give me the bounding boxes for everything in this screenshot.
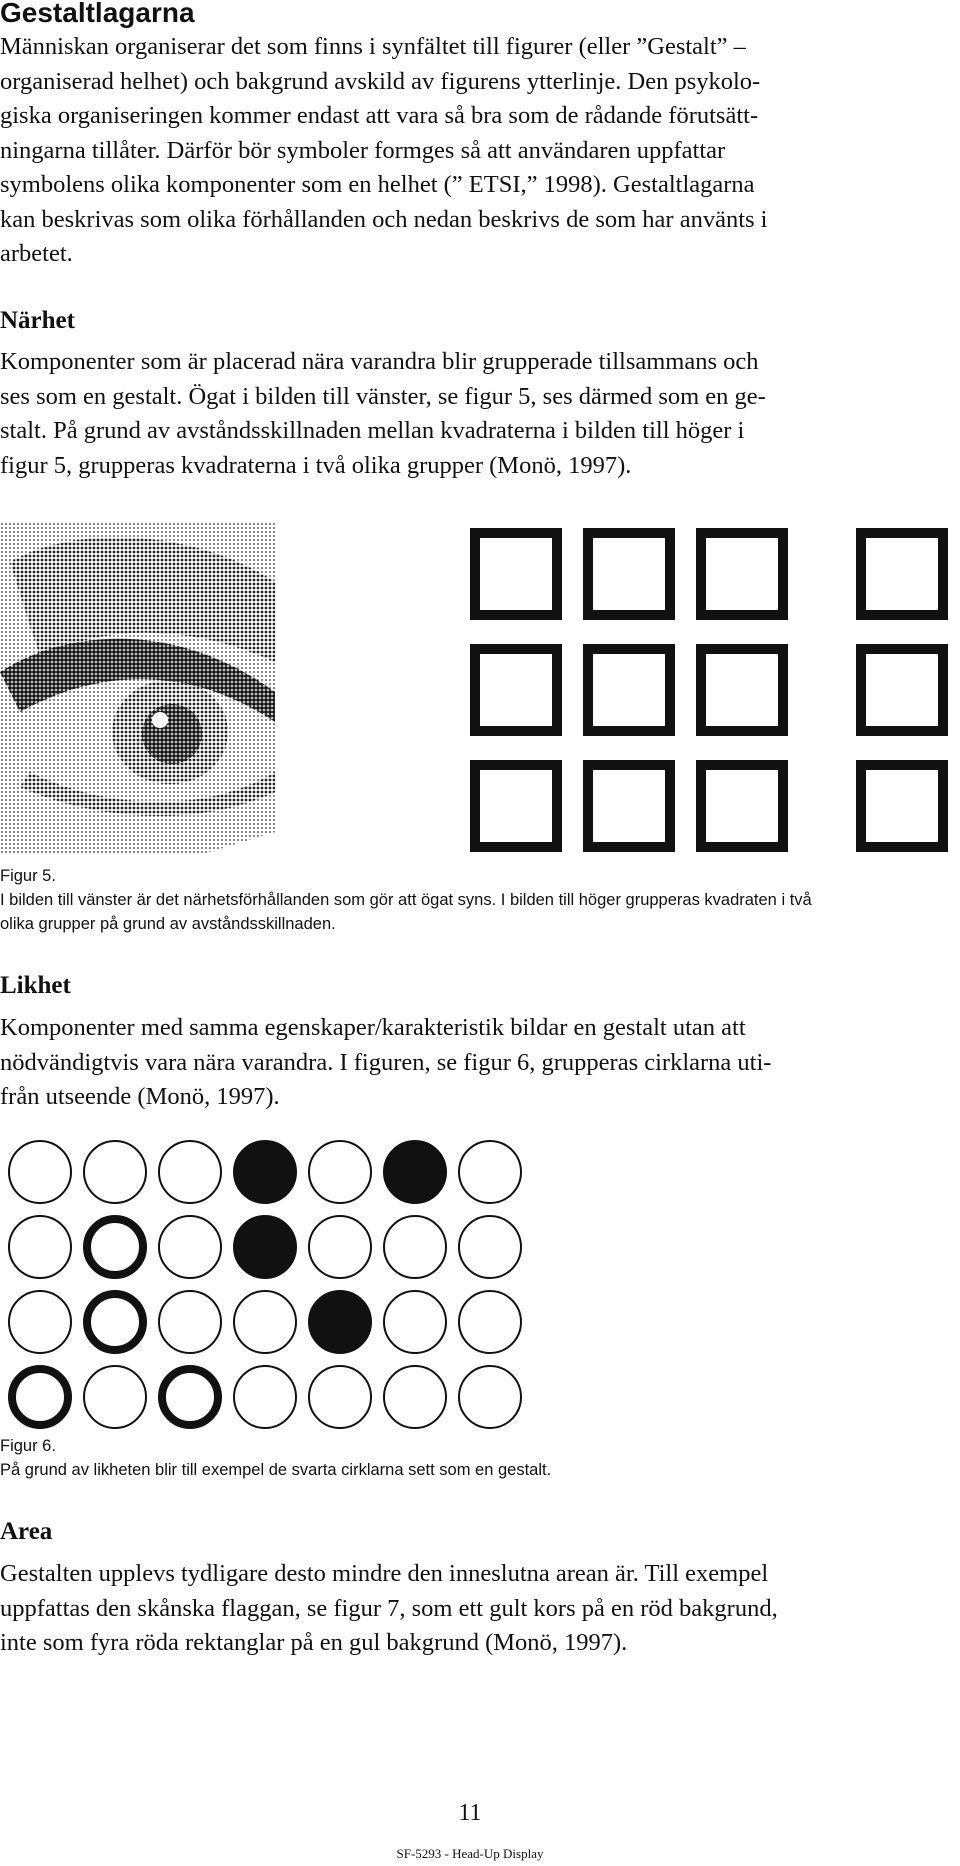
text-line: från utseende (Monö, 1997).: [0, 1083, 280, 1110]
grid-square: [475, 533, 557, 615]
text-line: organiserad helhet) och bakgrund avskild av figurens ytterlinje. Den psykolo-: [0, 67, 761, 95]
thick-ring-circle: [87, 1294, 143, 1350]
eye-illustration: [0, 522, 275, 855]
grid-square: [475, 649, 557, 731]
section-heading-area: Area: [0, 1518, 53, 1545]
white-circle: [84, 1366, 146, 1428]
circle-grid-figure: [0, 1136, 540, 1436]
black-circle: [234, 1141, 296, 1203]
white-circle: [459, 1141, 521, 1203]
white-circle: [234, 1291, 296, 1353]
text-line: Komponenter med samma egenskaper/karakteristik bildar en gestalt utan att: [0, 1014, 746, 1041]
eye-halftone-image: [0, 522, 275, 855]
text-line: ses som en gestalt. Ögat i bilden till vänster, se figur 5, ses därmed som en ge-: [0, 382, 766, 410]
white-circle: [9, 1291, 71, 1353]
text-line: giska organiseringen kommer endast att vara så bra som de rådande förutsätt-: [0, 102, 759, 129]
paragraph-narhet: [0, 345, 925, 483]
section-heading-likhet: Likhet: [0, 972, 71, 999]
white-circle: [384, 1366, 446, 1428]
caption-line: I bilden till vänster är det närhetsförhållanden som gör att ögat syns. I bilden till höger grupperas kvadraten i två: [0, 891, 812, 909]
white-circle: [309, 1366, 371, 1428]
text-line: arbetet.: [0, 240, 73, 267]
grid-square: [588, 649, 670, 731]
paragraph-area: [0, 1557, 925, 1661]
white-circle: [159, 1141, 221, 1203]
grid-square: [701, 649, 783, 731]
figure6-caption: [0, 1434, 935, 1482]
text-line: inte som fyra röda rektanglar på en gul bakgrund (Monö, 1997).: [0, 1629, 628, 1656]
white-circle: [384, 1291, 446, 1353]
figure6-label: Figur 6.: [0, 1437, 56, 1455]
paragraph-likhet: [0, 1011, 925, 1115]
black-circle: [384, 1141, 446, 1203]
figure5-label: Figur 5.: [0, 867, 56, 885]
thick-ring-circle: [12, 1369, 68, 1425]
grid-square: [701, 765, 783, 847]
text-line: figur 5, grupperas kvadraterna i två olika grupper (Monö, 1997).: [0, 451, 632, 479]
grid-square: [701, 533, 783, 615]
section-heading-gestaltlagarna: Gestaltlagarna: [0, 0, 195, 28]
white-circle: [159, 1216, 221, 1278]
caption-line: På grund av likheten blir till exempel de svarta cirklarna sett som en gestalt.: [0, 1461, 552, 1479]
white-circle: [309, 1216, 371, 1278]
grid-square: [861, 649, 943, 731]
text-line: Människan organiserar det som finns i synfältet till figurer (eller ”Gestalt” –: [0, 33, 746, 60]
thick-ring-circle: [162, 1369, 218, 1425]
white-circle: [9, 1141, 71, 1203]
figure5-caption: [0, 864, 935, 936]
white-circle: [459, 1366, 521, 1428]
text-line: nödvändigtvis vara nära varandra. I figuren, se figur 6, grupperas cirklarna uti-: [0, 1048, 772, 1076]
text-line: uppfattas den skånska flaggan, se figur 7, som ett gult kors på en röd bakgrund,: [0, 1594, 778, 1622]
circle-grid: [0, 1136, 540, 1436]
caption-line: olika grupper på grund av avståndsskillnaden.: [0, 915, 336, 933]
square-grid: [470, 528, 960, 860]
white-circle: [234, 1366, 296, 1428]
white-circle: [84, 1141, 146, 1203]
white-circle: [384, 1216, 446, 1278]
text-line: stalt. På grund av avståndsskillnaden mellan kvadraterna i bilden till höger i: [0, 417, 745, 444]
text-line: symbolens olika komponenter som en helhet (” ETSI,” 1998). Gestaltlagarna: [0, 171, 755, 198]
section-heading-narhet: Närhet: [0, 307, 75, 334]
grid-square: [588, 765, 670, 847]
text-line: kan beskrivas som olika förhållanden och nedan beskrivs de som har använts i: [0, 205, 768, 233]
page-number: 11: [458, 1800, 482, 1826]
document-footer: SF-5293 - Head-Up Display: [396, 1846, 544, 1861]
grid-square: [861, 533, 943, 615]
square-grid-figure: [470, 528, 960, 860]
text-line: Komponenter som är placerad nära varandra blir grupperade tillsammans och: [0, 348, 759, 375]
grid-square: [588, 533, 670, 615]
white-circle: [459, 1216, 521, 1278]
white-circle: [9, 1216, 71, 1278]
text-line: Gestalten upplevs tydligare desto mindre den inneslutna arean är. Till exempel: [0, 1560, 769, 1587]
white-circle: [159, 1291, 221, 1353]
thick-ring-circle: [87, 1219, 143, 1275]
black-circle: [234, 1216, 296, 1278]
paragraph-gestaltlagarna: [0, 30, 925, 272]
black-circle: [309, 1291, 371, 1353]
white-circle: [459, 1291, 521, 1353]
white-circle: [309, 1141, 371, 1203]
grid-square: [475, 765, 557, 847]
grid-square: [861, 765, 943, 847]
text-line: ningarna tillåter. Därför bör symboler formges så att användaren uppfattar: [0, 136, 726, 164]
